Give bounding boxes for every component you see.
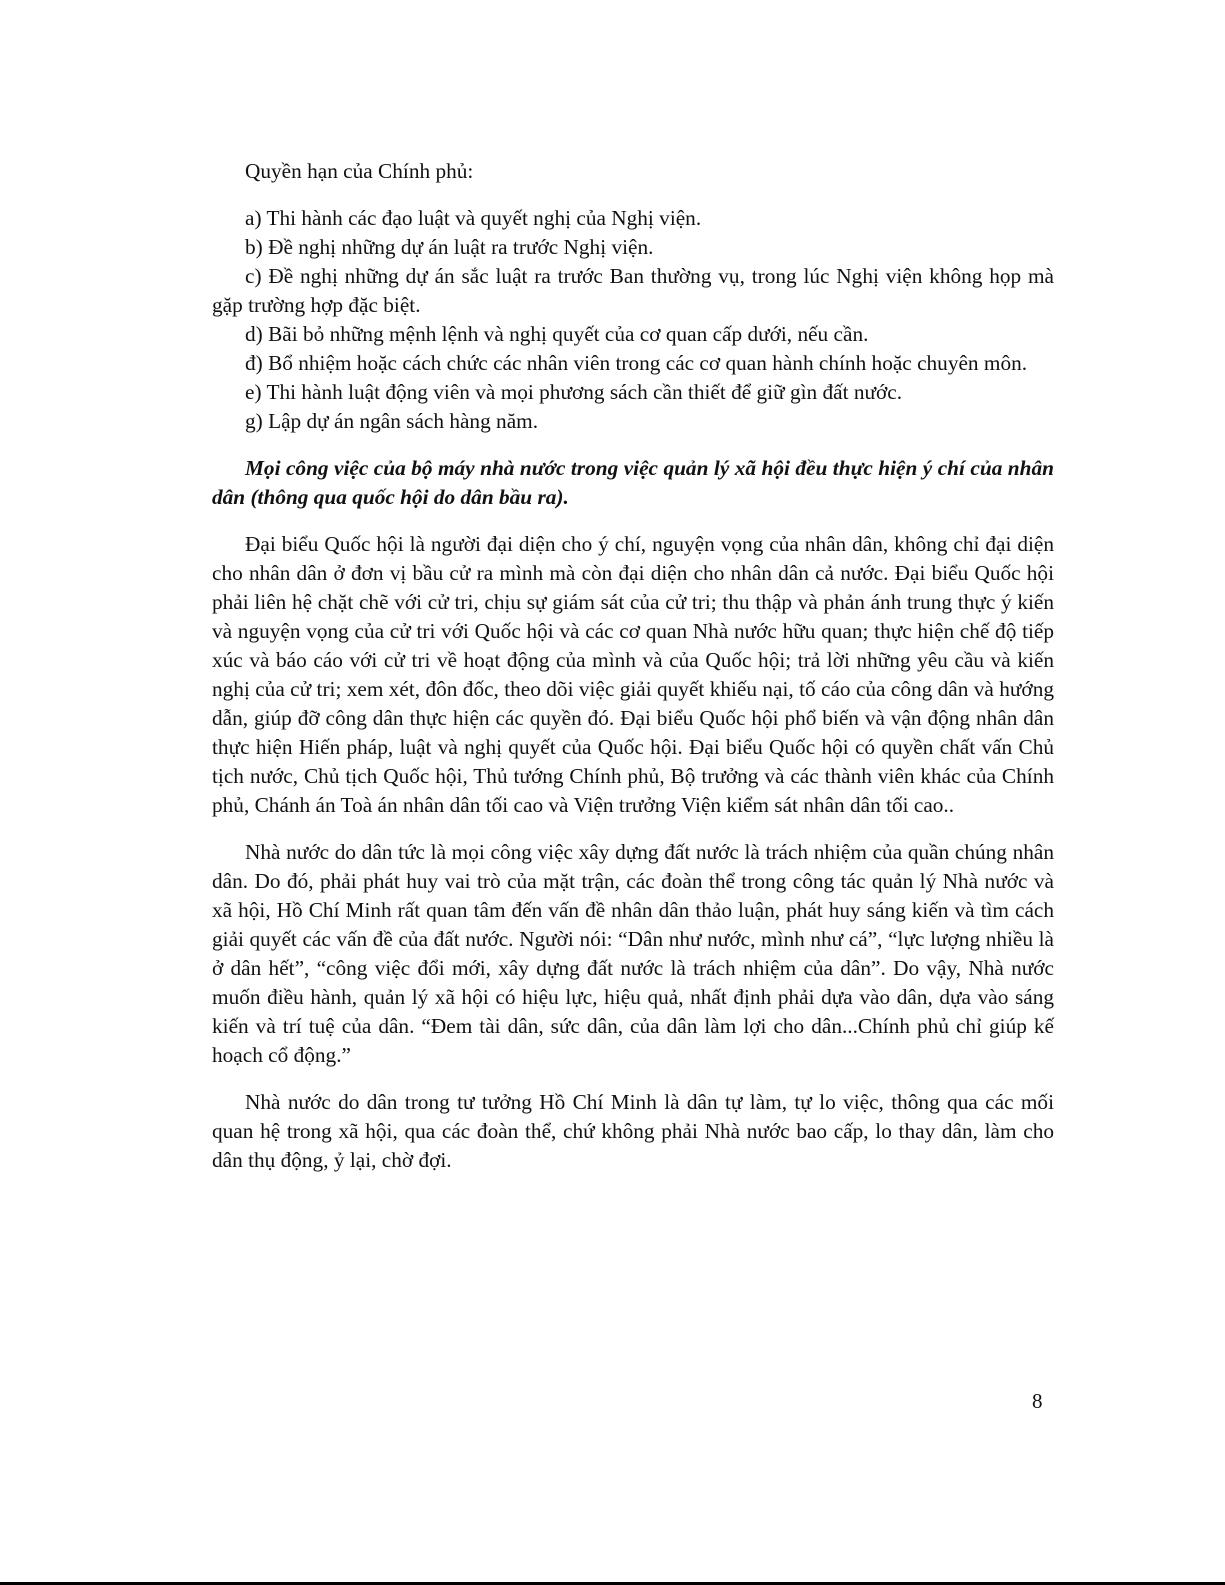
power-item-dd: đ) Bổ nhiệm hoặc cách chức các nhân viên trong các cơ quan hành chính hoặc chuyên môn. xyxy=(245,351,1028,375)
power-item-d: d) Bãi bỏ những mệnh lệnh và nghị quyết của cơ quan cấp dưới, nếu cần. xyxy=(245,322,869,346)
emphasis-heading: Mọi công việc của bộ máy nhà nước trong việc quản lý xã hội đều thực hiện ý chí của nhân dân (thông qua quốc hội do dân bầu ra). xyxy=(212,456,1054,509)
page-number: 8 xyxy=(1032,1389,1043,1413)
power-item-a: a) Thi hành các đạo luật và quyết nghị của Nghị viện. xyxy=(245,206,702,230)
power-item-g: g) Lập dự án ngân sách hàng năm. xyxy=(245,409,539,433)
powers-intro: Quyền hạn của Chính phủ: xyxy=(245,159,474,183)
paragraph-deputies: Đại biểu Quốc hội là người đại diện cho ý chí, nguyện vọng của nhân dân, không chỉ đại diện cho nhân dân ở đơn vị bầu cử ra mình mà còn đại diện cho nhân dân cả nước. Đại biểu Quốc hội phải liên hệ chặt chẽ với cử tri, chịu sự giám sát của cử tri; thu thập và phản ánh trung thực ý kiến và nguyện vọng của cử tri với Quốc hội và các cơ quan Nhà nước hữu quan; thực hiện chế độ tiếp xúc và báo cáo với cử tri về hoạt động của mình và của Quốc hội; trả lời những yêu cầu và kiến nghị của cử tri; xem xét, đôn đốc, theo dõi việc giải quyết khiếu nại, tố cáo của công dân và hướng dẫn, giúp đỡ công dân thực hiện các quyền đó. Đại biểu Quốc hội phổ biến và vận động nhân dân thực hiện Hiến pháp, luật và nghị quyết của Quốc hội. Đại biểu Quốc hội có quyền chất vấn Chủ tịch nước, Chủ tịch Quốc hội, Thủ tướng Chính phủ, Bộ trưởng và các thành viên khác của Chính phủ, Chánh án Toà án nhân dân tối cao và Viện trưởng Viện kiểm sát nhân dân tối cao.. xyxy=(212,532,1054,817)
power-item-c: c) Đề nghị những dự án sắc luật ra trước Ban thường vụ, trong lúc Nghị viện không họp mà gặp trường hợp đặc biệt. xyxy=(212,264,1054,317)
page-body xyxy=(212,157,1054,1175)
paragraph-self-governance: Nhà nước do dân trong tư tưởng Hồ Chí Minh là dân tự làm, tự lo việc, thông qua các mối quan hệ trong xã hội, qua các đoàn thể, chứ không phải Nhà nước bao cấp, lo thay dân, làm cho dân thụ động, ỷ lại, chờ đợi. xyxy=(212,1090,1054,1172)
paragraph-state-by-people: Nhà nước do dân tức là mọi công việc xây dựng đất nước là trách nhiệm của quần chúng nhân dân. Do đó, phải phát huy vai trò của mặt trận, các đoàn thể trong công tác quản lý Nhà nước và xã hội, Hồ Chí Minh rất quan tâm đến vấn đề nhân dân thảo luận, phát huy sáng kiến và tìm cách giải quyết các vấn đề của đất nước. Người nói: “Dân như nước, mình như cá”, “lực lượng nhiều là ở dân hết”, “công việc đổi mới, xây dựng đất nước là trách nhiệm của dân”. Do vậy, Nhà nước muốn điều hành, quản lý xã hội có hiệu lực, hiệu quả, nhất định phải dựa vào dân, dựa vào sáng kiến và trí tuệ của dân. “Đem tài dân, sức dân, của dân làm lợi cho dân...Chính phủ chỉ giúp kế hoạch cổ động.” xyxy=(212,840,1054,1067)
power-item-b: b) Đề nghị những dự án luật ra trước Nghị viện. xyxy=(245,235,654,259)
power-item-e: e) Thi hành luật động viên và mọi phương sách cần thiết để giữ gìn đất nước. xyxy=(245,380,903,404)
